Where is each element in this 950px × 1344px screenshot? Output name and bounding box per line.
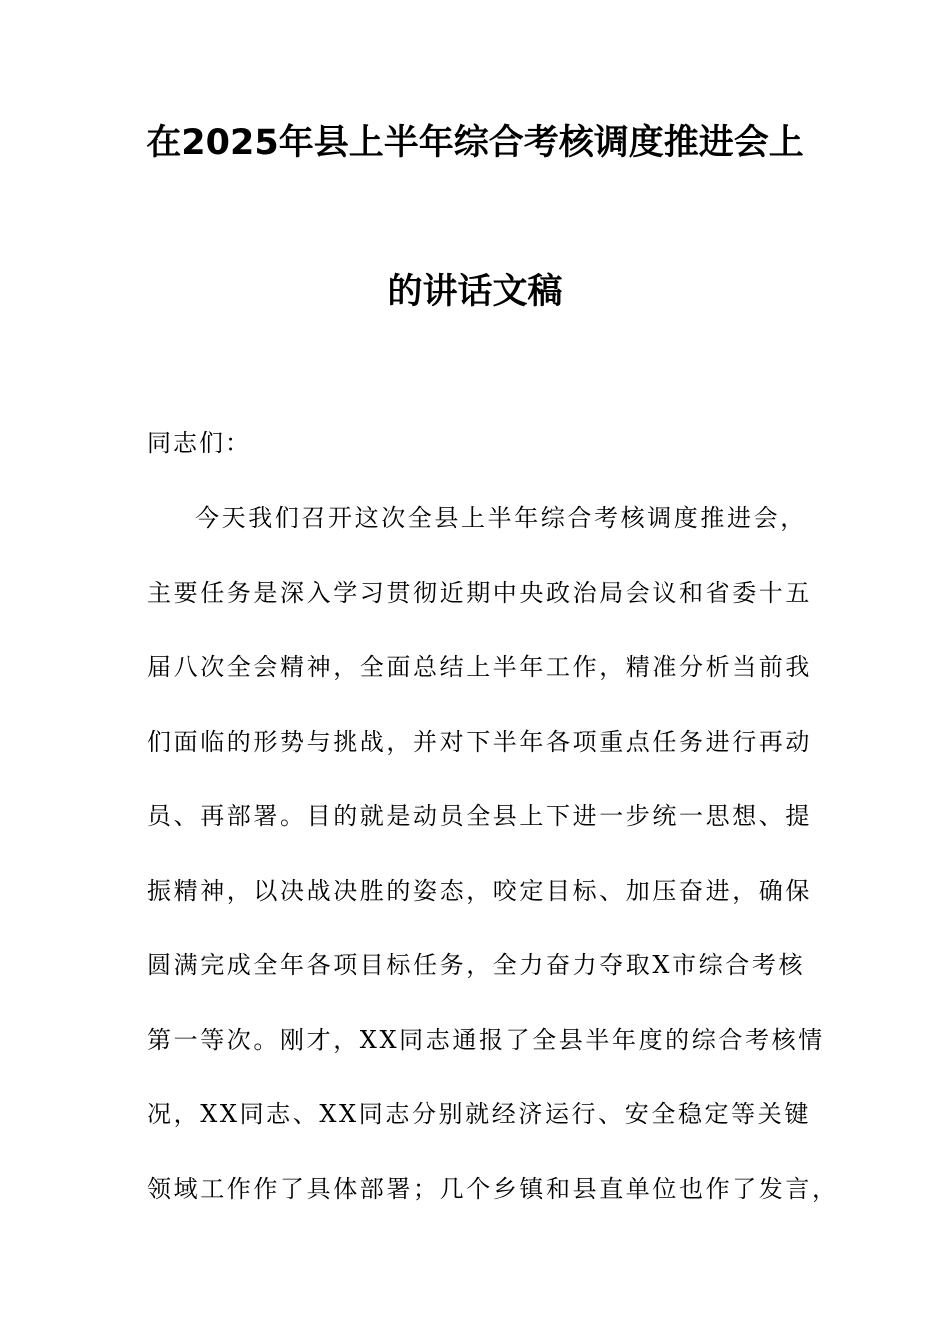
paragraph-line: 主要任务是深入学习贯彻近期中央政治局会议和省委十五 (147, 579, 812, 607)
salutation: 同志们： (147, 429, 251, 457)
paragraph-line: 圆满完成全年各项目标任务，全力奋力夺取X市综合考核 (147, 951, 806, 979)
paragraph-line: 们面临的形势与挑战，并对下半年各项重点任务进行再动 (147, 728, 812, 756)
document-title-line-2: 的讲话文稿 (387, 272, 563, 312)
paragraph-line: 况，XX同志、XX同志分别就经济运行、安全稳定等关键 (147, 1100, 811, 1128)
paragraph-line: 振精神，以决战决胜的姿态，咬定目标、加压奋进，确保 (147, 877, 812, 905)
paragraph-line: 届八次全会精神，全面总结上半年工作，精准分析当前我 (147, 653, 812, 681)
paragraph-line: 第一等次。刚才，XX同志通报了全县半年度的综合考核情 (147, 1026, 825, 1054)
paragraph-line: 今天我们召开这次全县上半年综合考核调度推进会， (195, 504, 807, 532)
document-title-line-1: 在2025年县上半年综合考核调度推进会上 (146, 123, 804, 163)
paragraph-line: 领域工作作了具体部署；几个乡镇和县直单位也作了发言， (147, 1175, 839, 1203)
paragraph-line: 员、再部署。目的就是动员全县上下进一步统一思想、提 (147, 802, 812, 830)
